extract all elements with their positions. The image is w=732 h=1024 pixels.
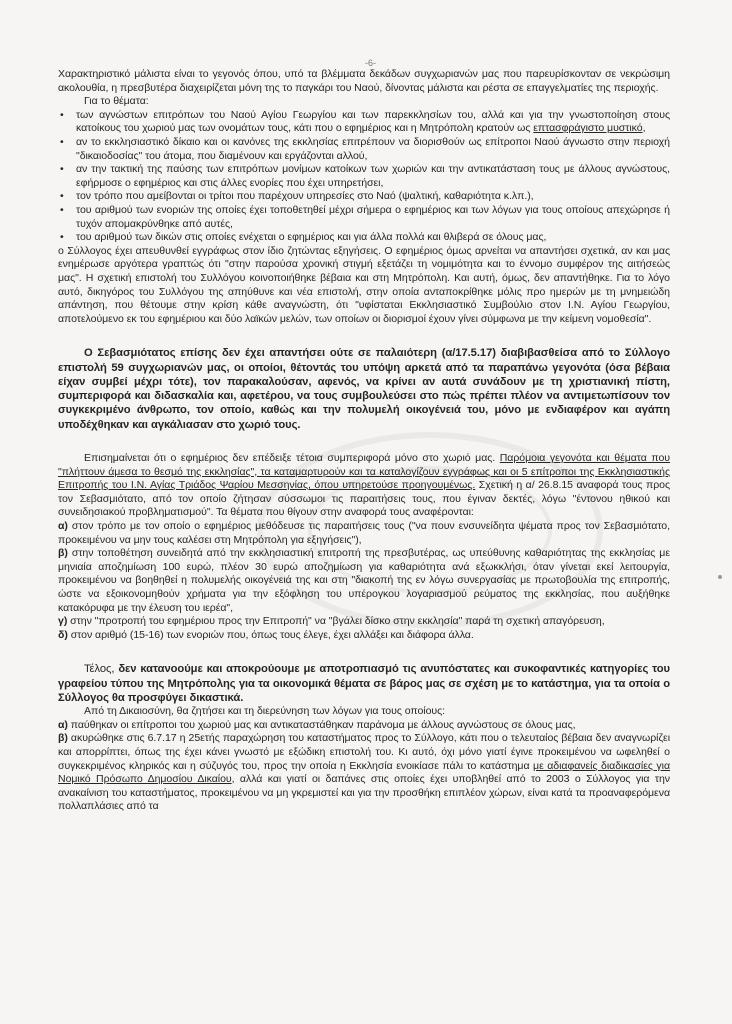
topic-label: Για το θέματα: [84, 95, 149, 108]
item-a2-text: παύθηκαν οι επίτροποι του χωριού μας και αντικαταστάθηκαν παράνομα με άλλους αγνώστους σε όλους μας, [70, 718, 576, 731]
list-item: • του αριθμού των δικών στις οποίες ενέχεται ο εφημέριος και για άλλα πολλά και θλιβερά σε όλους μας, [58, 231, 670, 245]
list-item-a2 [58, 719, 670, 733]
synodos-paragraph: ο Σύλλογος έχει απευθυνθεί εγγράφως στον ίδιο ζητώντας εξηγήσεις. Ο εφημέριος όμως αρνείται να απαντήσει σχετικά, αν και μας ενημέρωσε αργότερα γραπτώς ότι "στην παρούσα χρονική στιγμή εξετάζει τη νομιμότητα και το έννομο συμφέρον της αιτήσεώς μας". Η σχετική επιστολή του Συλλόγου κοινοποιήθηκε βέβαια και στη Μητρόπολη. Και αυτή, όμως, δεν απαντήθηκε. Για το λόγο αυτό, δικηγόρος του Συλλόγου της απηύθυνε και νέα επιστολή, στην οποία ανταποκρίθηκε μόλις προ ημερών με τη μνημειώδη απάντηση, που θέτουμε στην κρίση κάθε αναγνώστη, ότι "υφίσταται Εκκλησιαστικό Συμβούλιο στον Ι.Ν. Αγίου Γεωργίου, αποτελούμενο εκ του εφημέριου και δύο λαϊκών μελών, των οποίων οι διορισμοί έχουν γίνει σύμφωνα με την κείμενη νομοθεσία". [58, 244, 670, 325]
list-item [58, 109, 670, 136]
emphasis-paragraph [58, 452, 670, 520]
list-item: • αν την τακτική της παύσης των επιτρόπων μονίμων κατοίκων των χωριών και την αντικατάσταση τους με άλλους αγνώστους, εφήρμοσε ο εφημέριος και στις άλλες ενορίες που έχει υπηρετήσει, [58, 163, 670, 190]
item-d-text: στον αριθμό (15-16) των ενοριών που, όπως τους έλεγε, έχει αλλάξει και διάφορα άλλα. [70, 628, 474, 641]
emphasis-text-end: Σχετική η α/ 26.8.15 αναφορά τους προς τον Σεβασμιότατο, από τον οποίο ζήτησαν σύσσωμοι τις παραιτήσεις τους, που έγιναν δεκτές, λόγω "έντονου ηθικού και συνειδησιακού προβληματισμού". Τα θέματα που θίγουν στην αναφορά τους αναφέρονται: [58, 479, 670, 519]
emphasis-text: Επισημαίνεται ότι ο εφημέριος δεν επέδειξε τέτοια συμπεριφορά μόνο στο χωριό μας. [84, 452, 500, 465]
page-marker: -6- [365, 58, 376, 68]
item-label: α) [58, 520, 68, 533]
bold-paragraph-metropolitan: Ο Σεβασμιότατος επίσης δεν έχει απαντήσει ούτε σε παλαιότερη (α/17.5.17) διαβιβασθείσα από το Σύλλογο επιστολή 59 συγχωριανών μας, οι οποίοι, θέτοντάς του υπόψη αρκετά από τα παραπάνω γεγονότα (όσα βέβαια είχαν συμβεί μέχρι τότε), τον παρακαλούσαν, αφενός, να κρίνει αν αυτά συνάδουν με τη χριστιανική πίστη, συμπεριφορά και διδασκαλία και, αφετέρου, να τους συμβουλεύσει στο πώς πρέπει πλέον να αντιμετωπίσουν τον συγκεκριμένο άνθρωπο, τον οποίο, καθώς και την πολυμελή οικογένειά του, μόνο με ενδιαφέρον και αγάπη υποδέχθηκαν και αγκάλιασαν στο χωριό τους. [58, 347, 670, 431]
list-item-c [58, 615, 670, 629]
list-item: • αν το εκκλησιαστικό δίκαιο και οι κανόνες της εκκλησίας επιτρέπουν να διορισθούν ως επίτροποι Ναού άγνωστο στην περιοχή "δικαιοδοσίας" του άτομα, που διαμένουν και εργάζονται αλλού, [58, 136, 670, 163]
item-label: γ) [58, 615, 68, 628]
list-item: • του αριθμού των ενοριών της οποίες έχει τοποθετηθεί μέχρι σήμερα ο εφημέριος και των λόγων για τους οποίους απεχώρησε ή τυχόν απομακρύνθηκε από αυτές, [58, 204, 670, 231]
item-c-text: στην "προτροπή του εφημέριου προς την Επιτροπή" να "βγάλει δίσκο στην εκκλησία" παρά τη σχετική απαγόρευση, [70, 615, 605, 628]
list-item: • τον τρόπο που αμείβονται οι τρίτοι που παρέχουν υπηρεσίες στο Ναό (ψαλτική, καθαριότητα κ.λπ.), [58, 190, 670, 204]
item-label: α) [58, 718, 68, 731]
finally-paragraph [58, 662, 670, 705]
item-a-text: στον τρόπο με τον οποίο ο εφημέριος μεθόδευσε τις παραιτήσεις τους ("να πουν ενσυνείδητα ψέματα προς τον Σεβασμιότατο, προκειμένου να μην τους καλέσει στη Μητρόπολη για εξηγήσεις"), [58, 520, 670, 546]
bullet-1-underlined: επτασφράγιστο μυστικό [533, 122, 643, 135]
item-label: β) [58, 547, 68, 560]
list-item-a [58, 520, 670, 547]
item-label: β) [58, 732, 68, 745]
list-item-b2 [58, 732, 670, 814]
item-b2-text: ακυρώθηκε στις 6.7.17 η 25ετής παραχώρηση του καταστήματος προς το Σύλλογο, κάτι που ο τελευταίος βέβαια δεν αναγνωρίζει και απορρίπτει, όπως της έχει κάνει γνωστό με εξώδικη επιστολή του. Κι αυτό, όχι μόνο γιατί έγινε προκειμένου να ωφεληθεί ο συγκεκριμένος κληρικός και η σύζυγός του, προς την οποία η Εκκλησία ενοικίασε πάλι το κατάστημα [58, 732, 670, 772]
document-body [58, 68, 670, 814]
list-item-b [58, 547, 670, 615]
finally-prefix: Τέλος, [84, 663, 119, 676]
intro-paragraph: Χαρακτηριστικό μάλιστα είναι το γεγονός όπου, υπό τα βλέμματα δεκάδων συγχωριανών μας που παρευρίσκονταν σε νεκρώσιμη ακολουθία, η πρεσβυτέρα διαχειρίζεται μόνη της το παγκάρι του Ναού, δίνοντας μάλιστα και ρέστα σε επαγγελματίες της περιοχής. [58, 68, 670, 94]
item-b2-underlined: με αδιαφανείς διαδικασίες για Νομικό Πρόσωπο Δημοσίου Δικαίου [58, 759, 670, 786]
finally-bold: δεν κατανοούμε και αποκρούουμε με αποτροπιασμό τις ανυπόστατες και συκοφαντικές κατηγορίες του γραφείου τύπου της Μητρόπολης για τα οικονομικά θέματα σε βάρος μας σε σχέση με το κατάστημα, για τα οποία ο Σύλλογος θα προσφύγει δικαστικά. [58, 663, 670, 704]
scan-edge-mark [718, 575, 722, 579]
question-list [58, 109, 670, 245]
item-label: δ) [58, 628, 68, 641]
item-b2-end: , αλλά και γιατί οι δαπάνες στις οποίες έχει υποβληθεί από το 2003 ο Σύλλογος για την ανακαίνιση του καταστήματος, προκειμένου να μη γκρεμιστεί και για την προσθήκη επιπλέον χώρων, είναι κατά τα προαναφερόμενα πολλαπλάσιες από τα [58, 773, 670, 813]
item-b-text: στην τοποθέτηση συνειδητά από την εκκλησιαστική επιτροπή της πρεσβυτέρας, ως υπεύθυνης καθαριότητας της εκκλησίας με μηνιαία αποζημίωση 100 ευρώ, πλέον 30 ευρώ αποζημίωση για καθαριότητα ανά εξωκκλήσι, όταν γίνεται εκεί λειτουργία, προκειμένου να βοηθηθεί η πολυμελής οικογένειά της και στη "διακοπή της εν λόγω συνεργασίας με πρωτοβουλία της επιτροπής, ώστε να εξοικονομηθούν χρήματα για την εξόφληση του υπέρογκου λογαριασμού ρεύματος της εκκλησίας, που αυξήθηκε κατακόρυφα με την έλευση του ιερέα", [58, 547, 670, 614]
bullet-1-end: , [642, 122, 646, 135]
emphasis-underlined: Παρόμοια γεγονότα και θέματα που "πλήττουν άμεσα το θεσμό της εκκλησίας", τα καταμαρτυρούν και τα καταλογίζουν εγγράφως και οι 5 επίτροποι της Εκκλησιαστικής Επιτροπής του Ι.Ν. Αγίας Τριάδος Ψαρίου Μεσσηνίας, όπου υπηρετούσε προηγουμένως. [58, 452, 670, 492]
justice-intro: Από τη Δικαιοσύνη, θα ζητήσει και τη διερεύνηση των λόγων για τους οποίους: [84, 705, 446, 718]
list-item-d [58, 629, 670, 643]
bullet-1-text: των αγνώστων επιτρόπων του Ναού Αγίου Γεωργίου και των παρεκκλησίων του, αλλά και για την γνωστοποίηση στους κατοίκους του χωριού μας των ονομάτων τους, κάτι που ο εφημέριος και η Μητρόπολη κρατούν ως [76, 108, 670, 135]
